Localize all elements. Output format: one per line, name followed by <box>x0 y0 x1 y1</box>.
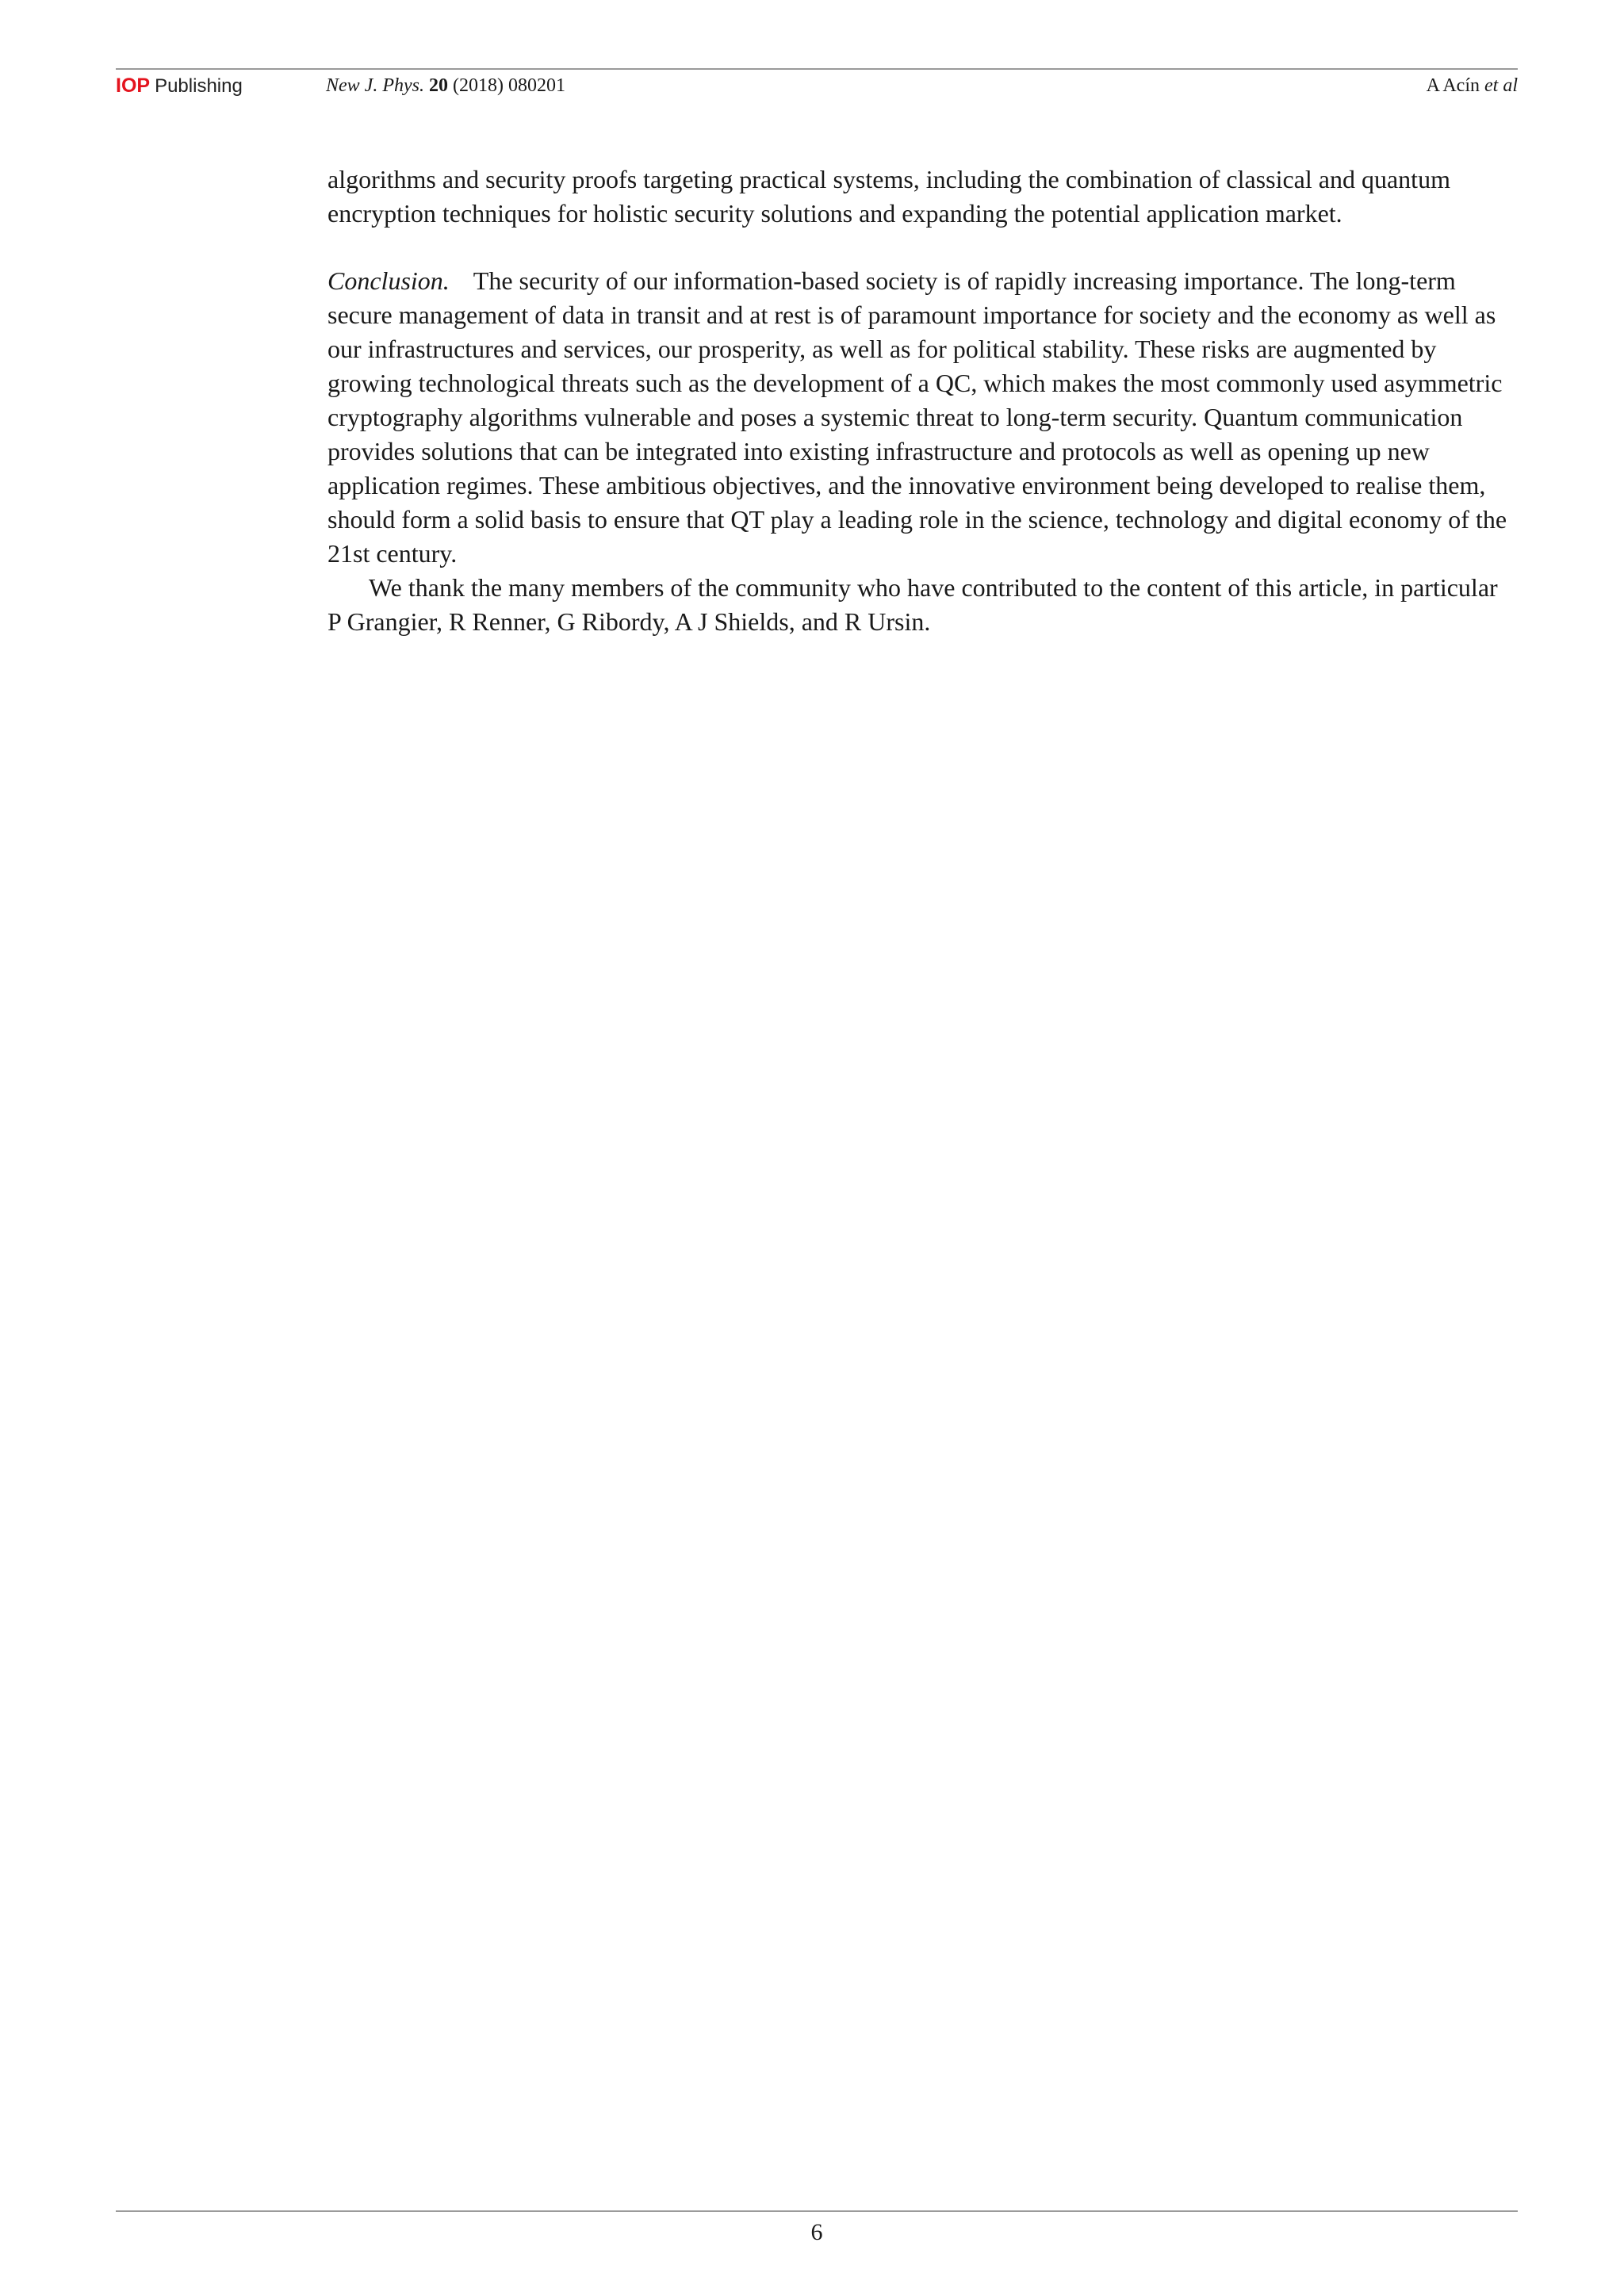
running-header <box>116 73 1518 98</box>
conclusion-paragraph <box>327 264 1517 571</box>
footer-rule <box>116 2210 1518 2212</box>
author-etal: et al <box>1484 75 1518 96</box>
journal-year-article: (2018) 080201 <box>452 75 565 96</box>
journal-volume: 20 <box>428 75 448 96</box>
journal-name: New J. Phys. <box>326 75 424 96</box>
iop-publishing-logo <box>116 73 243 99</box>
article-body <box>327 163 1517 639</box>
author-name: A Acín <box>1426 75 1480 96</box>
body-paragraph: algorithms and security proofs targeting practical systems, including the combination of classical and quantum encryption techniques for holistic security solutions and expanding the potential application market. <box>327 165 1450 228</box>
logo-publishing-text: Publishing <box>155 75 243 97</box>
page-number: 6 <box>810 2219 823 2245</box>
acknowledgement-paragraph: We thank the many members of the community who have contributed to the content of this article, in particular P Grangier, R Renner, G Ribordy, A J Shields, and R Ursin. <box>327 573 1498 636</box>
conclusion-text: The security of our information-based society is of rapidly increasing importance. The long-term secure management of data in transit and at rest is of paramount importance for society and the economy as well as our infrastructures and services, our prosperity, as well as for political stability. These risks are augmented by growing technological threats such as the development of a QC, which makes the most commonly used asymmetric cryptography algorithms vulnerable and poses a systemic threat to long-term security. Quantum communication provides solutions that can be integrated into existing infrastructure and protocols as well as opening up new application regimes. These ambitious objectives, and the innovative environment being developed to realise them, should form a solid basis to ensure that QT play a leading role in the science, technology and digital economy of the 21st century. <box>327 266 1507 568</box>
logo-iop-text: IOP <box>116 75 151 97</box>
conclusion-heading: Conclusion. <box>327 266 450 295</box>
header-rule <box>116 68 1518 70</box>
author-running-head <box>1427 73 1518 98</box>
journal-citation <box>326 73 565 98</box>
